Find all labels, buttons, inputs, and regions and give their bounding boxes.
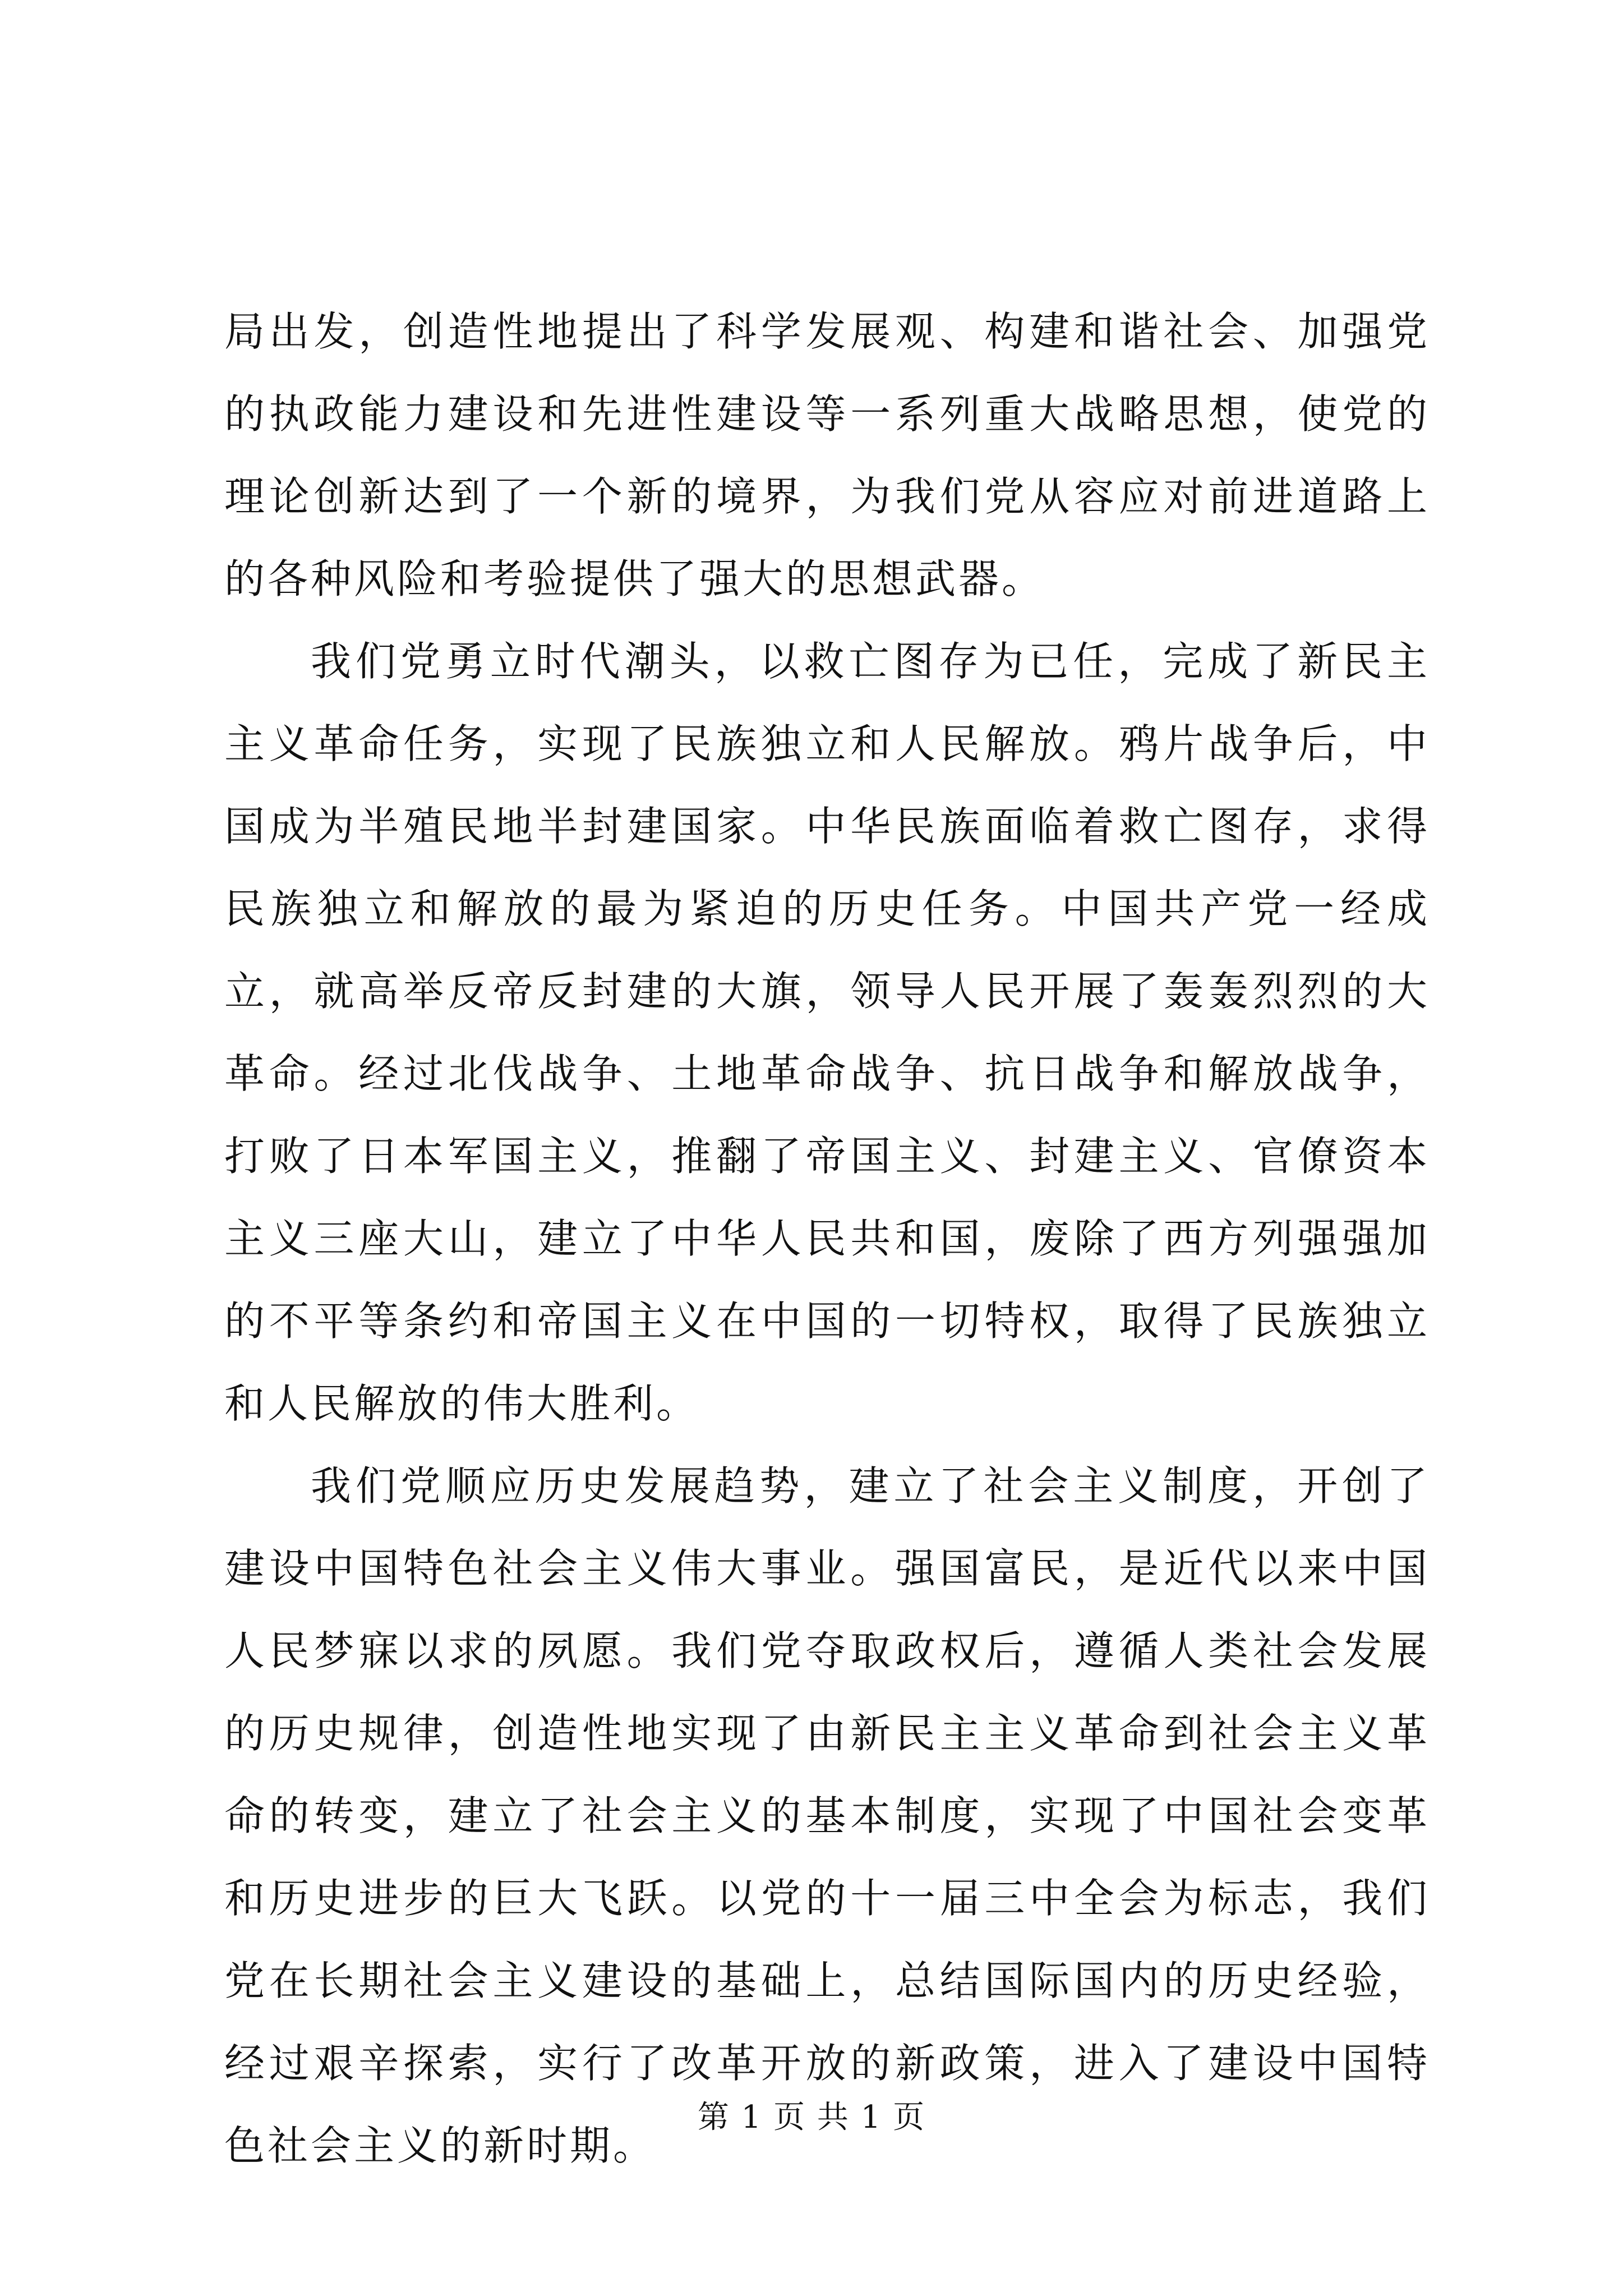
document-body [224,291,1430,2187]
paragraph-1: 局出发，创造性地提出了科学发展观、构建和谐社会、加强党的执政能力建设和先进性建设等一系列重大战略思想，使党的理论创新达到了一个新的境界，为我们党从容应对前进道路上的各种风险和考验提供了强大的思想武器。 [224,308,1430,602]
paragraph-3: 我们党顺应历史发展趋势，建立了社会主义制度，开创了建设中国特色社会主义伟大事业。强国富民，是近代以来中国人民梦寐以求的夙愿。我们党夺取政权后，遵循人类社会发展的历史规律，创造性地实现了由新民主主义革命到社会主义革命的转变，建立了社会主义的基本制度，实现了中国社会变革和历史进步的巨大飞跃。以党的十一届三中全会为标志，我们党在长期社会主义建设的基础上，总结国际国内的历史经验，经过艰辛探索，实行了改革开放的新政策，进入了建设中国特色社会主义的新时期。 [224,1462,1430,2169]
paragraph-2: 我们党勇立时代潮头，以救亡图存为已任，完成了新民主主义革命任务，实现了民族独立和人民解放。鸦片战争后，中国成为半殖民地半封建国家。中华民族面临着救亡图存，求得民族独立和解放的最为紧迫的历史任务。中国共产党一经成立，就高举反帝反封建的大旗，领导人民开展了轰轰烈烈的大革命。经过北伐战争、土地革命战争、抗日战争和解放战争，打败了日本军国主义，推翻了帝国主义、封建主义、官僚资本主义三座大山，建立了中华人民共和国，废除了西方列强强加的不平等条约和帝国主义在中国的一切特权，取得了民族独立和人民解放的伟大胜利。 [224,638,1430,1427]
page-number-footer: 第 1 页 共 1 页 [697,2099,926,2136]
